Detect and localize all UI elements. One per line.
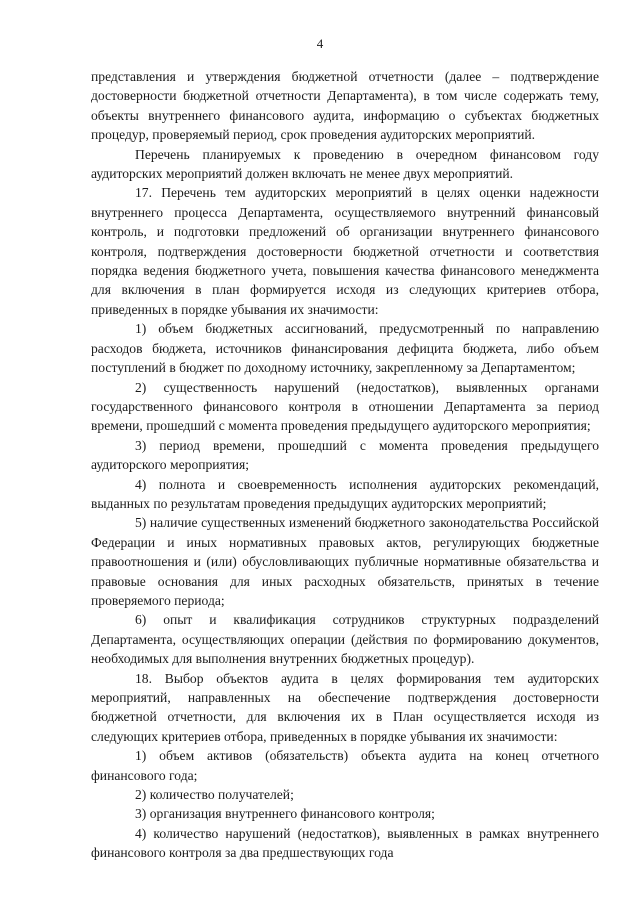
list-item-17-3: 3) период времени, прошедший с момента проведения предыдущего аудиторского мероприятия; <box>91 437 599 473</box>
paragraph-item-18: 18. Выбор объектов аудита в целях формирования тем аудиторских мероприятий, направленных на обеспечение подтверждения достоверности бюджетной отчетности, для включения их в План осуществляется исходя из следующих критериев отбора, приведенных в порядке убывания их значимости: <box>91 670 599 744</box>
document-body <box>91 67 599 863</box>
list-item-17-6: 6) опыт и квалификация сотрудников структурных подразделений Департамента, осуществляющих операции (действия по формированию документов, необходимых для выполнения внутренних бюджетных процедур). <box>91 612 599 667</box>
list-item-18-4: 4) количество нарушений (недостатков), выявленных в рамках внутреннего финансового контроля за два предшествующих года <box>91 825 599 861</box>
list-item-17-5: 5) наличие существенных изменений бюджетного законодательства Российской Федерации и иных нормативных правовых актов, регулирующих бюджетные правоотношения и (или) обусловливающих публичные нормативные обязательства и правовые основания для иных расходных обязательств, принятых в течение проверяемого периода; <box>91 515 599 608</box>
paragraph-events-count: Перечень планируемых к проведению в очередном финансовом году аудиторских мероприятий должен включать не менее двух мероприятий. <box>91 146 599 182</box>
list-item-17-1: 1) объем бюджетных ассигнований, предусмотренный по направлению расходов бюджета, источников финансирования дефицита бюджета, либо объем поступлений в бюджет по доходному источнику, закрепленному за Департаментом; <box>91 321 599 376</box>
list-item-17-4: 4) полнота и своевременность исполнения аудиторских рекомендаций, выданных по результатам проведения предыдущих аудиторских мероприятий; <box>91 476 599 511</box>
paragraph-intro-continuation: представления и утверждения бюджетной отчетности (далее – подтверждение достоверности бюджетной отчетности Департамента), в том числе содержать тему, объекты внутреннего финансового аудита, информацию о субъектах бюджетных процедур, проверяемый период, срок проведения аудиторских мероприятий. <box>91 69 599 143</box>
list-item-18-2: 2) количество получателей; <box>135 787 294 803</box>
paragraph-item-17: 17. Перечень тем аудиторских мероприятий в целях оценки надежности внутреннего процесса Департамента, осуществляемого внутренний финансовый контроль, и подготовки предложений об организации внутреннего финансового контроля, подтверждения достоверности бюджетной отчетности и соответствия порядка ведения бюджетного учета, повышения качества финансового менеджмента для включения в план формируется исходя из следующих критериев отбора, приведенных в порядке убывания их значимости: <box>91 185 599 317</box>
page-number: 4 <box>316 36 324 51</box>
list-item-17-2: 2) существенность нарушений (недостатков), выявленных органами государственного финансового контроля в отношении Департамента за период времени, прошедший с момента проведения предыдущего аудиторского мероприятия; <box>91 379 599 434</box>
list-item-18-1: 1) объем активов (обязательств) объекта аудита на конец отчетного финансового года; <box>91 748 599 783</box>
list-item-18-3: 3) организация внутреннего финансового контроля; <box>135 806 435 822</box>
